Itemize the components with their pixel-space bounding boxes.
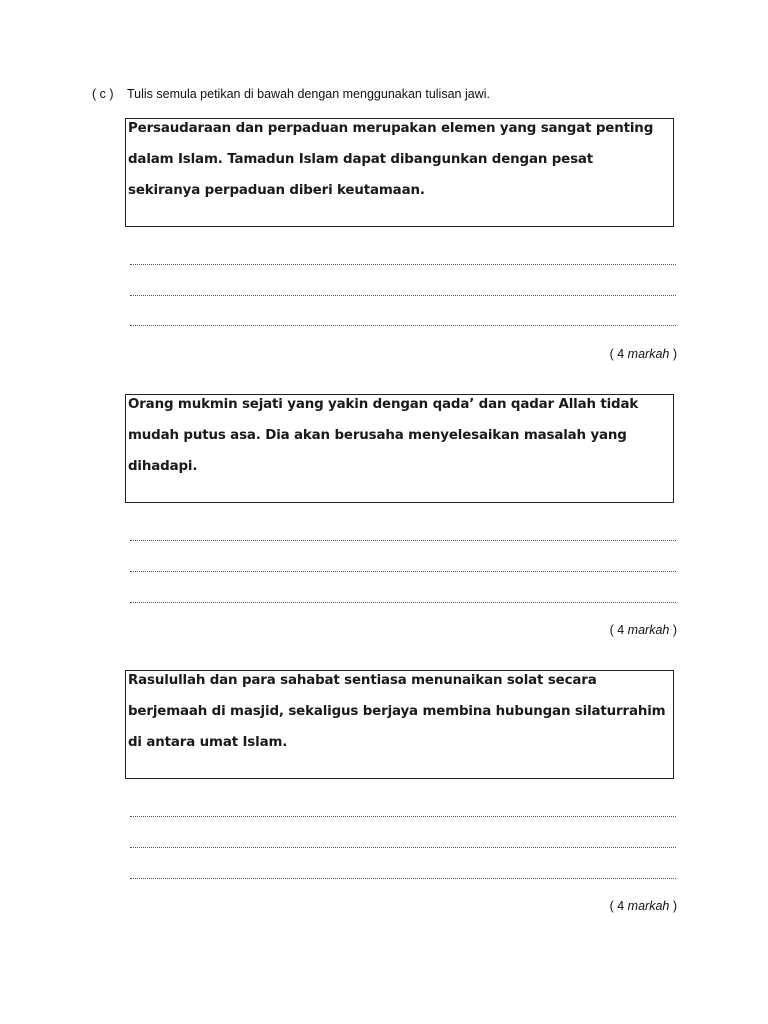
answer-line-2-2[interactable] <box>130 571 676 572</box>
marks-close-3: ) <box>669 899 677 913</box>
question-number: ( c ) <box>92 87 114 101</box>
passage-box-3 <box>125 670 674 779</box>
answer-line-3-2[interactable] <box>130 847 676 848</box>
marks-close-2: ) <box>669 623 677 637</box>
marks-label-3 <box>610 898 677 914</box>
passage-text-3: Rasulullah dan para sahabat sentiasa menunaikan solat secara berjemaah di masjid, sekaligus berjaya membina hubungan silaturrahim di antara umat Islam. <box>128 673 666 750</box>
marks-label-1 <box>610 346 677 362</box>
marks-word-3: markah <box>627 899 670 913</box>
passage-text-2: Orang mukmin sejati yang yakin dengan qada’ dan qadar Allah tidak mudah putus asa. Dia akan berusaha menyelesaikan masalah yang dihadapi. <box>128 397 639 474</box>
answer-line-1-3[interactable] <box>130 325 676 326</box>
marks-label-2 <box>610 622 677 638</box>
answer-line-3-3[interactable] <box>130 878 676 879</box>
answer-line-1-2[interactable] <box>130 295 676 296</box>
answer-line-3-1[interactable] <box>130 816 676 817</box>
passage-box-2 <box>125 394 674 503</box>
marks-word-2: markah <box>627 623 670 637</box>
marks-word-1: markah <box>627 347 670 361</box>
question-header <box>92 86 490 102</box>
marks-open-3: ( 4 <box>609 899 628 913</box>
marks-close-1: ) <box>669 347 677 361</box>
passage-text-1: Persaudaraan dan perpaduan merupakan elemen yang sangat penting dalam Islam. Tamadun Islam dapat dibangunkan dengan pesat sekiranya perpaduan diberi keutamaan. <box>128 121 654 198</box>
marks-open-1: ( 4 <box>609 347 628 361</box>
answer-line-2-1[interactable] <box>130 540 676 541</box>
answer-line-2-3[interactable] <box>130 602 676 603</box>
passage-box-1 <box>125 118 674 227</box>
marks-open-2: ( 4 <box>609 623 628 637</box>
answer-line-1-1[interactable] <box>130 264 676 265</box>
question-instruction: Tulis semula petikan di bawah dengan menggunakan tulisan jawi. <box>127 87 490 101</box>
